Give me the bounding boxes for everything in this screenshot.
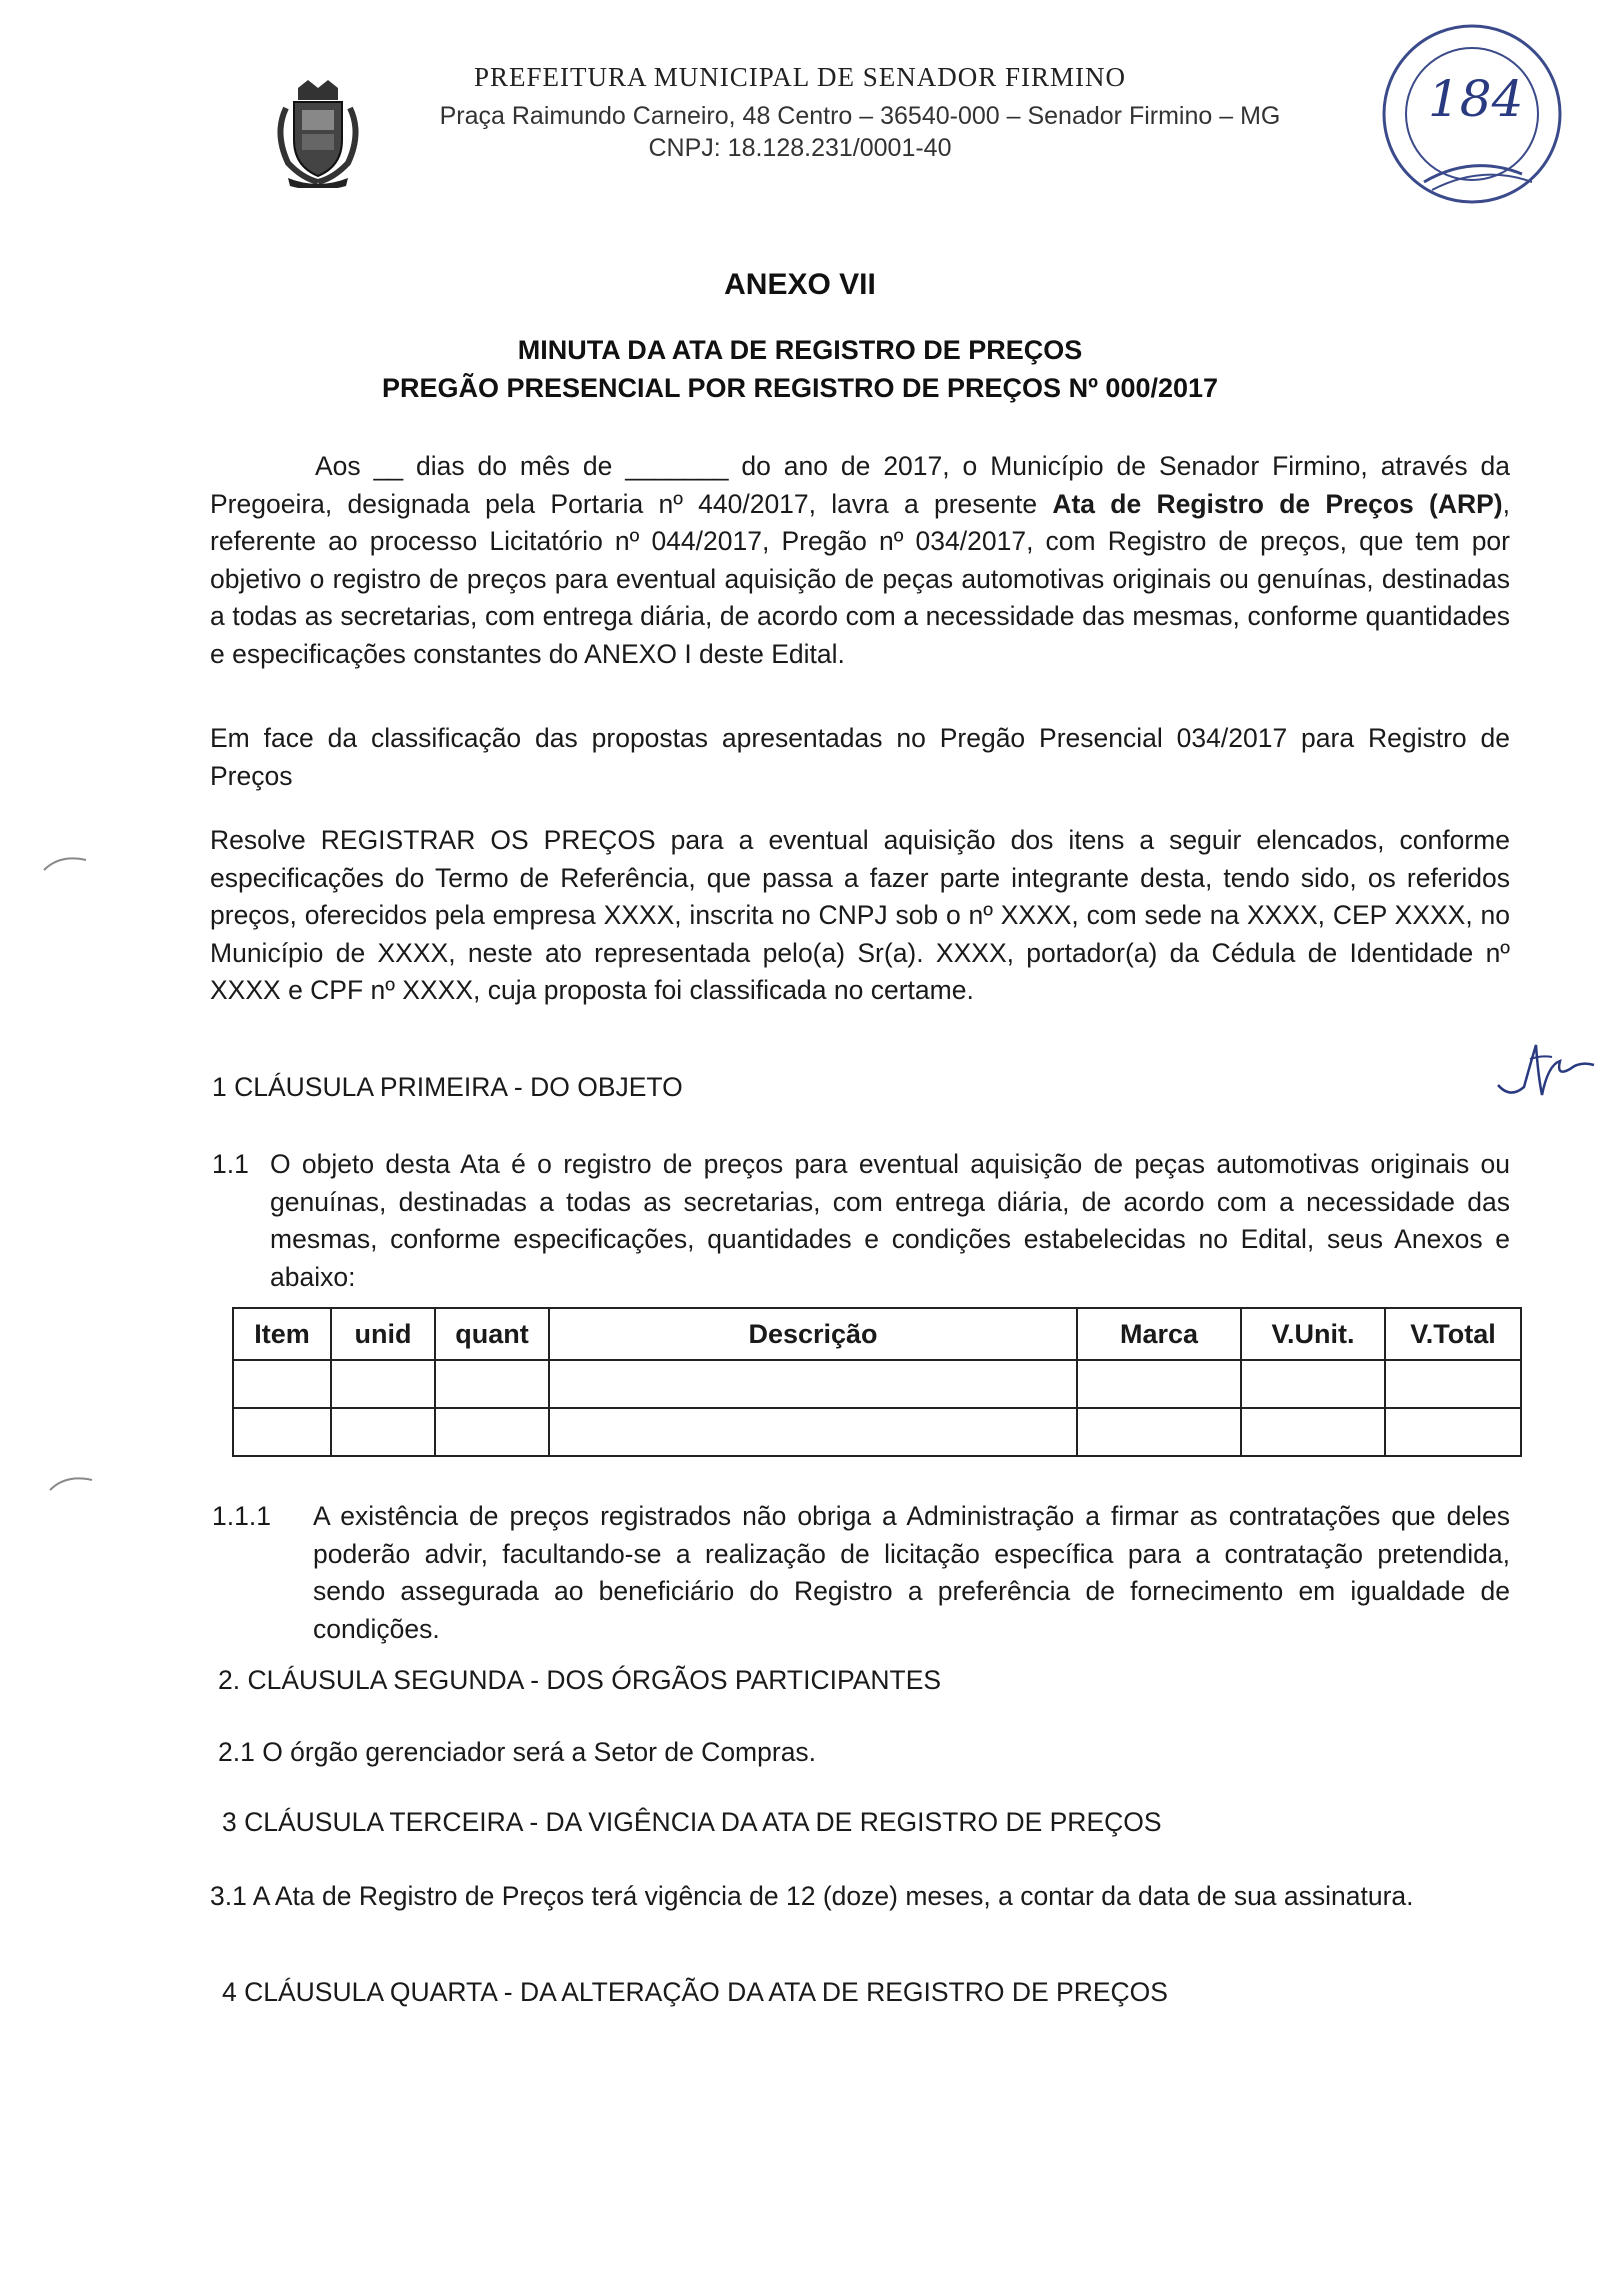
- annex-title: ANEXO VII: [724, 268, 876, 301]
- table-cell: [331, 1360, 435, 1408]
- clause-2-heading: 2. CLÁUSULA SEGUNDA - DOS ÓRGÃOS PARTICIPANTES: [218, 1665, 942, 1695]
- table-row: [233, 1408, 1521, 1456]
- opening-text-a: Aos __ dias do mês de _______ do ano de 2017, o Município de Senador Firmino, através da Pregoeira, designada pela Portaria nº 440/2017, lavra a presente: [210, 451, 1510, 519]
- classification-paragraph: Em face da classificação das propostas apresentadas no Pregão Presencial 034/2017 para Registro de Preços: [210, 723, 1510, 791]
- opening-paragraph: [210, 448, 1510, 673]
- table-cell: [1077, 1408, 1241, 1456]
- col-unid: unid: [331, 1308, 435, 1360]
- header-address: Praça Raimundo Carneiro, 48 Centro – 36540-000 – Senador Firmino – MG: [439, 102, 1281, 130]
- table-cell: [549, 1360, 1077, 1408]
- table-cell: [1077, 1360, 1241, 1408]
- resolve-paragraph: Resolve REGISTRAR OS PREÇOS para a eventual aquisição dos itens a seguir elencados, conforme especificações do Termo de Referência, que passa a fazer parte integrante desta, tendo sido, os referidos preços, oferecidos pela empresa XXXX, inscrita no CNPJ sob o nº XXXX, com sede na XXXX, CEP XXXX, no Município de XXXX, neste ato representada pelo(a) Sr(a). XXXX, portador(a) da Cédula de Identidade nº XXXX e CPF nº XXXX, cuja proposta foi classificada no certame.: [210, 825, 1510, 1005]
- table-cell: [1385, 1408, 1521, 1456]
- clause-3-heading: 3 CLÁUSULA TERCEIRA - DA VIGÊNCIA DA ATA DE REGISTRO DE PREÇOS: [222, 1807, 1162, 1837]
- municipal-crest-logo: [268, 78, 368, 188]
- table-cell: [1241, 1408, 1385, 1456]
- margin-mark: [40, 848, 90, 878]
- clause-1-1-1-text: A existência de preços registrados não obriga a Administração a firmar as contratações que deles poderão advir, facultando-se a realização de licitação específica para a contratação pretendida, sendo assegurada ao beneficiário do Registro a preferência de fornecimento em igualdade de condições.: [313, 1501, 1510, 1644]
- table-cell: [233, 1360, 331, 1408]
- table-cell: [549, 1408, 1077, 1456]
- col-item: Item: [233, 1308, 331, 1360]
- clause-1-1-1-number: 1.1.1: [212, 1501, 271, 1531]
- clause-1-1-number: 1.1: [212, 1149, 249, 1179]
- minuta-title: MINUTA DA ATA DE REGISTRO DE PREÇOS: [517, 335, 1083, 365]
- clause-3-1-text: 3.1 A Ata de Registro de Preços terá vigência de 12 (doze) meses, a contar da data de sua assinatura.: [210, 1881, 1414, 1911]
- handwritten-signature: [1490, 1025, 1600, 1115]
- stamp-number: 184: [1428, 70, 1524, 128]
- col-quant: quant: [435, 1308, 549, 1360]
- table-cell: [1241, 1360, 1385, 1408]
- col-vunit: V.Unit.: [1241, 1308, 1385, 1360]
- table-cell: [331, 1408, 435, 1456]
- table-header-row: [233, 1308, 1521, 1360]
- header-organization: PREFEITURA MUNICIPAL DE SENADOR FIRMINO: [473, 62, 1127, 92]
- col-descricao: Descrição: [549, 1308, 1077, 1360]
- pregao-title: PREGÃO PRESENCIAL POR REGISTRO DE PREÇOS Nº 000/2017: [381, 373, 1219, 403]
- table-row: [233, 1360, 1521, 1408]
- table-cell: [435, 1360, 549, 1408]
- margin-mark: [46, 1468, 96, 1498]
- clause-4-heading: 4 CLÁUSULA QUARTA - DA ALTERAÇÃO DA ATA DE REGISTRO DE PREÇOS: [222, 1977, 1168, 2007]
- ata-name: Ata de Registro de Preços (ARP): [1052, 488, 1503, 519]
- col-marca: Marca: [1077, 1308, 1241, 1360]
- items-table: [232, 1307, 1522, 1457]
- table-cell: [233, 1408, 331, 1456]
- header-cnpj: CNPJ: 18.128.231/0001-40: [648, 134, 952, 162]
- col-vtotal: V.Total: [1385, 1308, 1521, 1360]
- opening-text-b: , referente ao processo Licitatório nº 044/2017, Pregão nº 034/2017, com Registro de preços, que tem por objetivo o registro de preços para eventual aquisição de peças automotivas originais ou genuínas, destinadas a todas as secretarias, com entrega diária, de acordo com a necessidade das mesmas, conforme quantidades e especificações constantes do ANEXO I deste Edital.: [210, 488, 1511, 669]
- table-cell: [1385, 1360, 1521, 1408]
- table-cell: [435, 1408, 549, 1456]
- clause-2-1-text: 2.1 O órgão gerenciador será a Setor de Compras.: [218, 1737, 817, 1767]
- clause-1-1-text: O objeto desta Ata é o registro de preços para eventual aquisição de peças automotivas originais ou genuínas, destinadas a todas as secretarias, com entrega diária, de acordo com a necessidade das mesmas, conforme especificações, quantidades e condições estabelecidas no Edital, seus Anexos e abaixo:: [270, 1149, 1510, 1292]
- clause-1-heading: 1 CLÁUSULA PRIMEIRA - DO OBJETO: [212, 1072, 683, 1102]
